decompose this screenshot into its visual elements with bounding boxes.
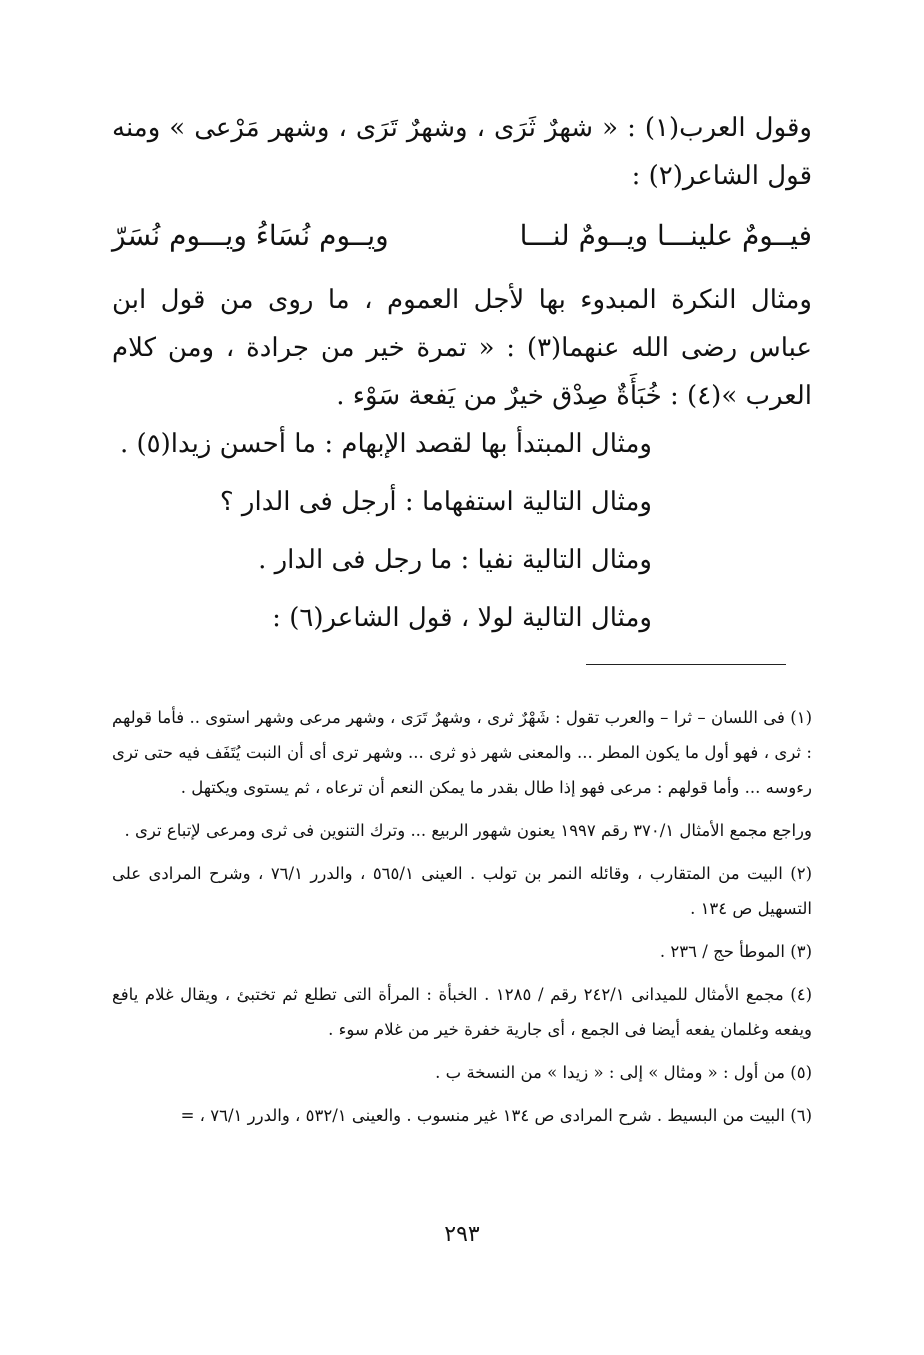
footnote-2: (٢) البيت من المتقارب ، وقائله النمر بن تولب . العينى ٥٦٥/١ ، والدرر ٧٦/١ ، وشرح المرادى على التسهيل ص ١٣٤ . <box>112 864 812 918</box>
footnote-5: (٥) من أول : « ومثال » إلى : « زيدا » من النسخة ب . <box>435 1063 812 1082</box>
footnotes <box>112 700 812 1141</box>
footnote-1: (١) فى اللسان – ثرا – والعرب تقول : شَهْرٌ ثرى ، وشهرٌ تَرَى ، وشهر مرعى وشهر استوى .. فأما قولهم : ثرى ، فهو أول ما يكون المطر ... والمعنى شهر ذو ثرى ... وشهر ترى أى أن النبت يُتَفَف فيه حتى ترى رءوسه ... وأما قولهم : مرعى فهو إذا طال بقدر ما يمكن النعم أن ترعاه ، ثم يستوى ويكتهل . <box>112 708 812 797</box>
paragraph-interrogative-example: ومثال التالية استفهاما : أرجل فى الدار ؟ <box>219 487 652 517</box>
verse-first-hemistich: فيــومٌ علينـــا ويــومٌ لنـــا <box>519 219 812 252</box>
verse-line <box>112 210 812 262</box>
paragraph-ambiguity-example: ومثال المبتدأ بها لقصد الإبهام : ما أحسن زيدا(٥) . <box>119 429 652 459</box>
paragraph-arab-saying: وقول العرب(١) : « شهرٌ ثَرَى ، وشهرٌ تَرَى ، وشهر مَرْعى » ومنه قول الشاعر(٢) : <box>112 113 812 191</box>
verse-second-hemistich: ويــوم نُسَاءُ ويـــوم نُسَرّ <box>112 219 389 252</box>
footnote-3: (٣) الموطأ حج / ٢٣٦ . <box>659 942 812 961</box>
page-number: ٢٩٣ <box>444 1222 480 1247</box>
paragraph-generality-example: ومثال النكرة المبدوء بها لأجل العموم ، ما روى من قول ابن عباس رضى الله عنهما(٣) : « تمرة خير من جرادة ، ومن كلام العرب »(٤) : خُبَأَةٌ صِدْق خيرٌ من يَفعة سَوْء . <box>112 285 812 411</box>
footnote-divider <box>586 664 786 665</box>
paragraph-negation-example: ومثال التالية نفيا : ما رجل فى الدار . <box>258 545 652 575</box>
paragraph-lawla-example: ومثال التالية لولا ، قول الشاعر(٦) : <box>272 603 652 633</box>
footnote-1-continued: وراجع مجمع الأمثال ٣٧٠/١ رقم ١٩٩٧ يعنون شهور الربيع ... وترك التنوين فى ثرى ومرعى لإتباع ترى . <box>124 821 812 840</box>
footnote-4: (٤) مجمع الأمثال للميدانى ٢٤٢/١ رقم / ١٢٨٥ . الخبأة : المرأة التى تطلع ثم تختبئ ، ويقال غلام يافع ويفعه وغلمان يفعه أيضا فى الجمع ، أى جارية خفرة خير من غلام سوء . <box>112 985 813 1039</box>
footnote-6: (٦) البيت من البسيط . شرح المرادى ص ١٣٤ غير منسوب . والعينى ٥٣٢/١ ، والدرر ٧٦/١ ، = <box>180 1106 812 1125</box>
main-text <box>112 104 812 652</box>
